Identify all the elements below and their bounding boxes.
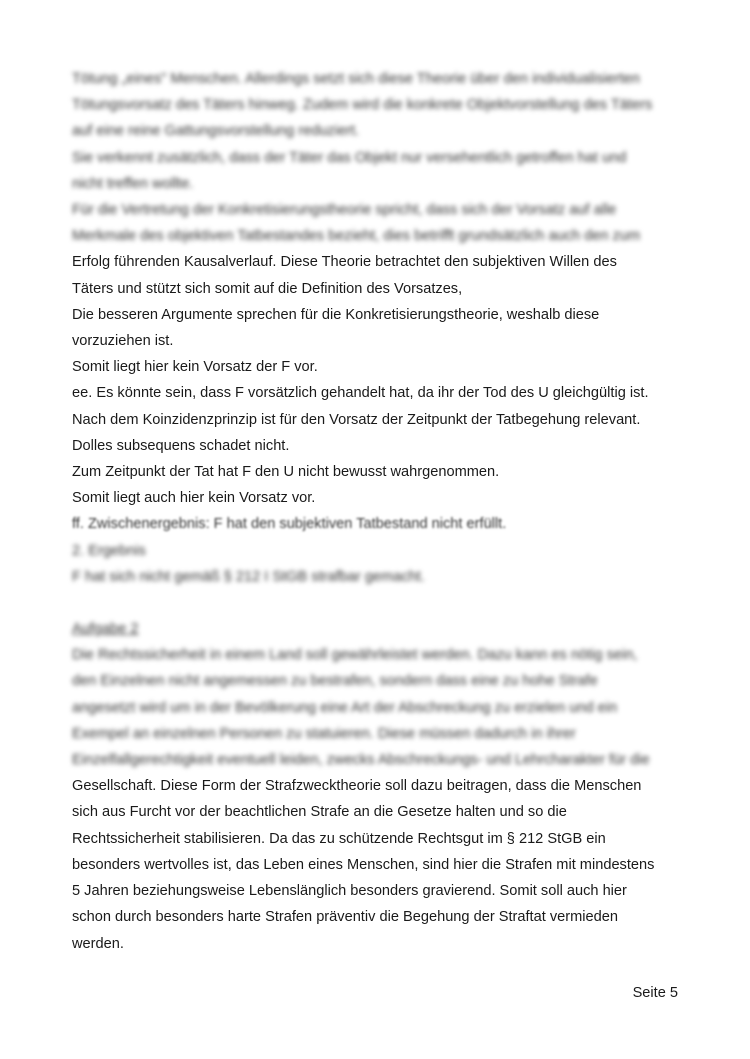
text-line: nicht treffen wollte.: [72, 175, 194, 192]
text-line: Für die Vertretung der Konkretisierungstheorie spricht, dass sich der Vorsatz auf alle: [72, 202, 617, 219]
text-line: Rechtssicherheit stabilisieren. Da das zu schützende Rechtsgut im § 212 StGB ein: [72, 830, 606, 847]
blurred-paragraph-top: [72, 66, 682, 249]
text-line: Erfolg führenden Kausalverlauf. Diese Theorie betrachtet den subjektiven Willen des: [72, 254, 617, 271]
text-line: Tötung „eines" Menschen. Allerdings setzt sich diese Theorie über den individualisierten: [72, 71, 640, 87]
text-line: Exempel an einzelnen Personen zu statuieren. Diese müssen dadurch in ihrer: [72, 725, 576, 742]
text-line: Einzelfallgerechtigkeit eventuell leiden, zwecks Abschreckungs- und Lehrcharakter für die: [72, 752, 650, 769]
text-line: Nach dem Koinzidenzprinzip ist für den Vorsatz der Zeitpunkt der Tatbegehung relevant.: [72, 411, 641, 428]
text-line: Gesellschaft. Diese Form der Strafzwecktheorie soll dazu beitragen, dass die Menschen: [72, 778, 642, 795]
text-line: angesetzt wird um in der Bevölkerung eine Art der Abschreckung zu erzielen und ein: [72, 699, 618, 716]
text-line: ff. Zwischenergebnis: F hat den subjektiven Tatbestand nicht erfüllt.: [72, 516, 507, 533]
text-line: schon durch besonders harte Strafen präventiv die Begehung der Straftat vermieden: [72, 909, 618, 926]
blurred-section: [72, 616, 682, 773]
page-number: Seite 5: [632, 985, 678, 1001]
text-line: 5 Jahren beziehungsweise Lebenslänglich besonders gravierend. Somit soll auch hier: [72, 883, 627, 900]
text-line: Täters und stützt sich somit auf die Definition des Vorsatzes,: [72, 280, 463, 297]
text-line: Dolles subsequens schadet nicht.: [72, 437, 290, 454]
spacer: [72, 590, 682, 616]
section-heading: Aufgabe 2: [72, 621, 139, 638]
text-line: ee. Es könnte sein, dass F vorsätzlich gehandelt hat, da ihr der Tod des U gleichgültig ist.: [72, 385, 649, 402]
text-line: Tötungsvorsatz des Täters hinweg. Zudem wird die konkrete Objektvorstellung des Täters: [72, 97, 653, 114]
text-line: Die besseren Argumente sprechen für die Konkretisierungstheorie, weshalb diese: [72, 306, 600, 323]
text-line: Zum Zeitpunkt der Tat hat F den U nicht bewusst wahrgenommen.: [72, 464, 500, 481]
text-line: Somit liegt auch hier kein Vorsatz vor.: [72, 490, 316, 507]
text-line: auf eine reine Gattungsvorstellung reduziert.: [72, 123, 360, 140]
text-line: den Einzelnen nicht angemessen zu bestrafen, sondern dass eine zu hohe Strafe: [72, 673, 598, 690]
text-line: werden.: [72, 935, 124, 952]
document-page: [72, 66, 682, 957]
text-line: besonders wertvolles ist, das Leben eines Menschen, sind hier die Strafen mit mindestens: [72, 856, 655, 873]
text-line: sich aus Furcht vor der beachtlichen Strafe an die Gesetze halten und so die: [72, 804, 567, 821]
blurred-result: [72, 538, 682, 590]
clear-paragraph-2: [72, 773, 682, 956]
text-line: vorzuziehen ist.: [72, 333, 174, 350]
text-line: Somit liegt hier kein Vorsatz der F vor.: [72, 359, 318, 376]
text-line: 2. Ergebnis: [72, 542, 146, 559]
clear-paragraph-1: [72, 249, 682, 537]
text-line: Die Rechtssicherheit in einem Land soll gewährleistet werden. Dazu kann es nötig sein,: [72, 647, 638, 664]
text-line: F hat sich nicht gemäß § 212 I StGB strafbar gemacht.: [72, 568, 425, 585]
text-line: Merkmale des objektiven Tatbestandes bezieht, dies betrifft grundsätzlich auch den zum: [72, 228, 641, 245]
text-line: Sie verkennt zusätzlich, dass der Täter das Objekt nur versehentlich getroffen hat und: [72, 149, 627, 166]
